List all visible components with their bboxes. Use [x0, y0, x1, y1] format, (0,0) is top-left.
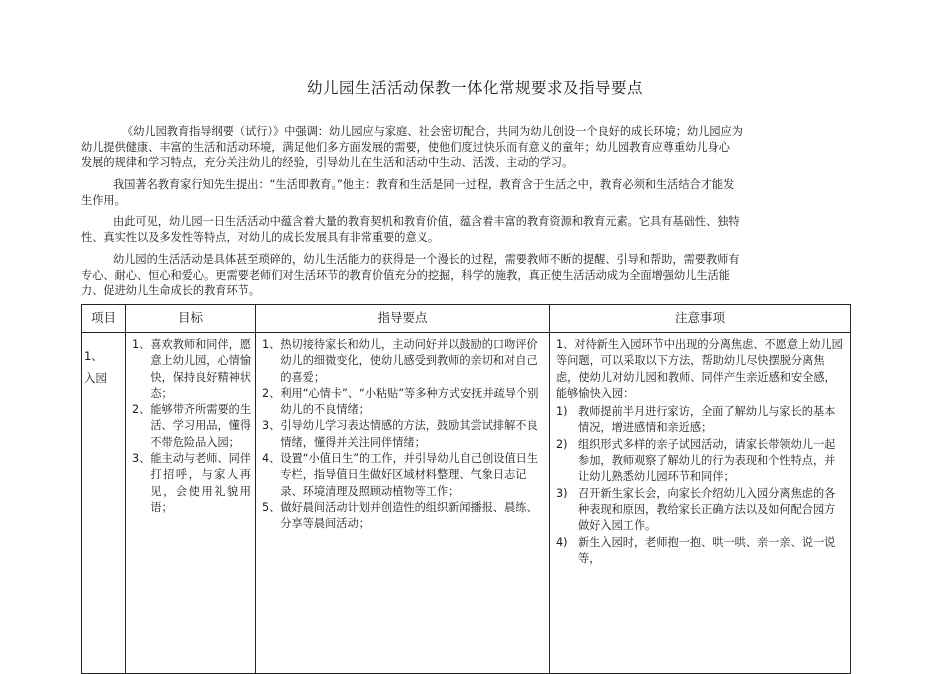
paragraph-line: 发展的规律和学习特点，充分关注幼儿的经验，引导幼儿在生活和活动中生动、活泼、主动的学习。 [81, 156, 574, 170]
guidance-table [81, 304, 851, 674]
guidance-item: 5、 做好晨间活动计划并创造性的组织新闻播报、晨练、分享等晨间活动； [262, 500, 538, 531]
paragraph-line: 《幼儿园教育指导纲要（试行）》中强调：幼儿园应与家庭、社会密切配合，共同为幼儿创设一个良好的成长环境；幼儿园应为 [122, 125, 743, 138]
intro-paragraph-2 [81, 177, 846, 208]
intro-paragraph-3 [81, 214, 846, 245]
goal-item: 3、 能主动与老师、同伴打招呼，与家人再见，会使用礼貌用语； [132, 452, 252, 514]
notes-intro: 1、对待新生入园环节中出现的分离焦虑、不愿意上幼儿园等问题，可以采取以下方法，帮助幼儿尽快摆脱分离焦虑，使幼儿对幼儿园和教师、同伴产生亲近感和安全感，能够愉快入园： [556, 338, 843, 400]
paragraph-line: 性、真实性以及多发性等特点，对幼儿的成长发展具有非常重要的意义。 [81, 230, 440, 244]
header-item: 项目 [82, 305, 126, 333]
item-cell [82, 333, 126, 674]
header-notes: 注意事项 [550, 305, 851, 333]
header-goals: 目标 [126, 305, 256, 333]
intro-paragraph-4 [81, 252, 846, 299]
paragraph-line: 由此可见，幼儿园一日生活活动中蕴含着大量的教育契机和教育价值，蕴含着丰富的教育资源和教育元素。它具有基础性、独特 [113, 215, 740, 228]
item-name: 入园 [84, 371, 107, 385]
table-row [82, 333, 851, 674]
guidance-cell [256, 333, 550, 674]
note-item: 4) 新生入园时，老师抱一抱、哄一哄、亲一亲、说一说等， [556, 535, 836, 565]
paragraph-line: 幼儿提供健康、丰富的生活和活动环境，满足他们多方面发展的需要，使他们度过快乐而有意义的童年；幼儿园教育应尊重幼儿身心 [81, 140, 730, 154]
goal-item: 1、 喜欢教师和同伴，愿意上幼儿园，心情愉快，保持良好精神状态； [132, 338, 252, 400]
guidance-item: 3、 引导幼儿学习表达情感的方法，鼓励其尝试排解不良情绪，懂得并关注同伴情绪； [262, 419, 538, 449]
paragraph-line: 幼儿园的生活活动是具体甚至琐碎的，幼儿生活能力的获得是一个漫长的过程，需要教师不断的提醒、引导和帮助，需要教师有 [113, 253, 740, 266]
guidance-item: 2、 利用“心情卡”、“小粘贴”等多种方式安抚并疏导个别幼儿的不良情绪； [262, 386, 539, 417]
intro-paragraph-1 [81, 124, 846, 171]
paragraph-line: 专心、耐心、恒心和爱心。更需要老师们对生活环节的教育价值充分的挖掘，科学的施教，真正使生活活动成为全面增强幼儿生活能 [81, 268, 730, 282]
header-guidance: 指导要点 [256, 305, 550, 333]
guidance-item: 1、 热切接待家长和幼儿，主动问好并以鼓励的口吻评价幼儿的细微变化，使幼儿感受到教师的亲切和对自己的喜爱； [262, 338, 538, 384]
item-number: 1、 [84, 349, 103, 363]
paragraph-line: 生作用。 [81, 193, 126, 207]
note-item: 3) 召开新生家长会，向家长介绍幼儿入园分离焦虑的各种表现和原因，教给家长正确方法以及如何配合园方做好入园工作。 [556, 486, 836, 533]
guidance-item: 4、 设置“小值日生”的工作，并引导幼儿自己创设值日生专栏，指导值日生做好区域材料整理、气象日志记录、环境清理及照顾动植物等工作； [262, 452, 539, 498]
paragraph-line: 我国著名教育家行知先生提出：“生活即教育。”他主：教育和生活是同一过程，教育含于生活之中，教育必须和生活结合才能发 [113, 178, 735, 191]
goal-item: 2、 能够带齐所需要的生活、学习用品，懂得不带危险品入园； [132, 403, 252, 449]
note-item: 1) 教师提前半月进行家访，全面了解幼儿与家长的基本情况，增进感情和亲近感； [556, 405, 836, 435]
note-item: 2) 组织形式多样的亲子试园活动，请家长带领幼儿一起参加，教师观察了解幼儿的行为表现和个性特点，并让幼儿熟悉幼儿园环节和同伴； [556, 437, 836, 484]
notes-cell [550, 333, 851, 674]
table-header-row [82, 305, 851, 333]
document-title: 幼儿园生活活动保教一体化常规要求及指导要点 [306, 79, 643, 97]
goals-cell [126, 333, 256, 674]
paragraph-line: 力、促进幼儿生命成长的教育环节。 [81, 284, 261, 298]
